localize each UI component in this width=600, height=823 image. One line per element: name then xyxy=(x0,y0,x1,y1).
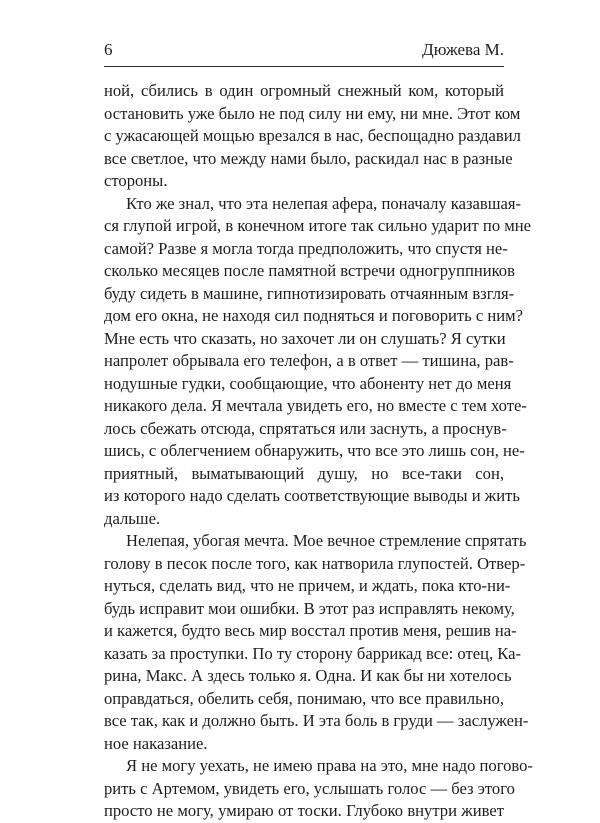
text-line: остановить уже было не под силу ни ему, ни мне. Этот ком xyxy=(104,103,521,123)
text-line: Кто же знал, что эта нелепая афера, поначалу казавшая- xyxy=(126,193,522,213)
text-line: приятный, выматывающий душу, но все-таки сон, xyxy=(104,463,504,483)
text-line: буду сидеть в машине, гипнотизировать отчаянным взгля- xyxy=(104,283,515,303)
text-line: голову в песок после того, как натворила глупостей. Отвер- xyxy=(104,553,526,573)
text-line: никакого дела. Я мечтала увидеть его, но вместе с тем хоте- xyxy=(104,396,527,415)
text-line: ной, сбились в один огромный снежный ком, который xyxy=(104,81,504,100)
text-line: дом его окна, не находя сил подняться и поговорить с ним? xyxy=(104,306,524,325)
text-line: нодушные гудки, сообщающие, что абоненту нет до меня xyxy=(104,373,512,393)
text-line: рить с Артемом, увидеть его, услышать голос — без этого xyxy=(104,778,515,798)
paragraph xyxy=(104,193,532,531)
text-line: шись, с облегчением обнаружить, что все это лишь сон, не- xyxy=(104,441,525,460)
text-line: и кажется, будто весь мир восстал против меня, решив на- xyxy=(104,621,517,640)
text-line: оправдаться, обелить себя, понимаю, что все правильно, xyxy=(104,688,504,708)
author-name: Дюжева М. xyxy=(422,40,504,59)
text-line: сколько месяцев после памятной встречи одногруппников xyxy=(104,261,515,280)
paragraph xyxy=(104,80,521,193)
text-line: Я не могу уехать, не имею права на это, мне надо погово- xyxy=(126,756,533,775)
page-number: 6 xyxy=(104,40,113,59)
text-line: Мне есть что сказать, но захочет ли он слушать? Я сутки xyxy=(104,328,506,348)
text-line: Нелепая, убогая мечта. Мое вечное стремление спрятать xyxy=(126,531,527,550)
text-line: дальше. xyxy=(104,508,161,528)
text-line: стороны. xyxy=(104,171,168,190)
text-line: все светлое, что между нами было, раскидал нас в разные xyxy=(104,148,513,168)
text-line: самой? Разве я могла тогда предположить, что спустя не- xyxy=(104,238,508,258)
text-line: лось сбежать отсюда, спрятаться или заснуть, а проснув- xyxy=(104,418,507,438)
text-line: нуться, сделать вид, что не причем, и ждать, пока кто-ни- xyxy=(104,576,511,595)
body-text xyxy=(104,80,533,823)
text-line: с ужасающей мощью врезался в нас, беспощадно раздавил xyxy=(104,126,521,145)
text-line: казать за проступки. По ту сторону баррикад все: отец, Ка- xyxy=(104,643,522,663)
text-line: напролет обрывала его телефон, а в ответ — тишина, рав- xyxy=(104,351,514,370)
text-line: из которого надо сделать соответствующие выводы и жить xyxy=(104,486,520,505)
paragraph xyxy=(104,755,533,823)
text-line: просто не могу, умираю от тоски. Глубоко внутри живет xyxy=(104,801,504,820)
text-line: будь исправит мои ошибки. В этот раз исправлять некому, xyxy=(104,598,515,618)
text-line: рина, Макс. А здесь только я. Одна. И как бы ни хотелось xyxy=(104,666,512,685)
text-line: ное наказание. xyxy=(104,733,208,753)
text-line: все так, как и должно быть. И эта боль в груди — заслужен- xyxy=(104,711,529,730)
running-header xyxy=(104,38,504,67)
text-line: ся глупой игрой, в конечном итоге так сильно ударит по мне xyxy=(104,216,532,235)
paragraph xyxy=(104,530,529,755)
